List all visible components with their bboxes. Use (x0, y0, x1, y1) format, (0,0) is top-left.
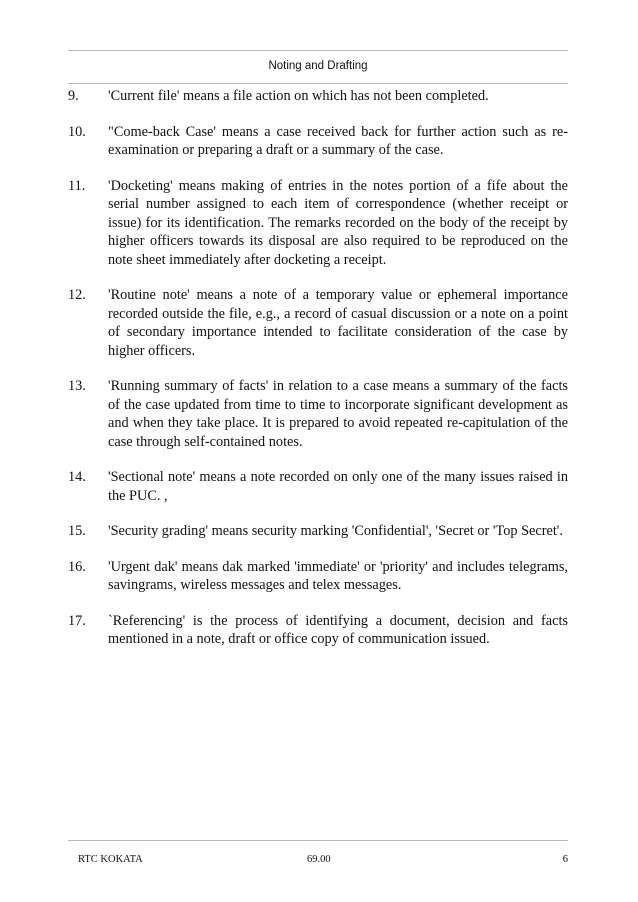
definitions-list (68, 87, 568, 666)
list-item (68, 123, 568, 160)
item-text: 'Sectional note' means a note recorded on only one of the many issues raised in the PUC. , (108, 469, 568, 504)
footer-left-text: RTC KOKATA (78, 854, 143, 865)
list-item (68, 468, 568, 505)
item-number: 15. (68, 523, 86, 539)
item-number: 9. (68, 88, 79, 104)
item-text: 'Routine note' means a note of a temporary value or ephemeral importance recorded outside the file, e.g., a record of casual discussion or a note on a point of secondary importance intended to facilitate consideration of the case by higher officers. (108, 287, 568, 359)
header-bottom-rule (68, 83, 568, 84)
item-text: 'Urgent dak' means dak marked 'immediate' or 'priority' and includes telegrams, savingrams, wireless messages and telex messages. (108, 558, 568, 593)
list-item (68, 286, 568, 360)
footer-rule (68, 840, 568, 841)
list-item (68, 612, 568, 649)
header-title: Noting and Drafting (268, 60, 368, 72)
item-text: 'Running summary of facts' in relation to a case means a summary of the facts of the case updated from time to time to incorporate significant development as and when they take place. It is prepared to avoid repeated re-capitulation of the case through self-contained notes. (108, 378, 568, 450)
item-number: 12. (68, 287, 86, 303)
item-number: 16. (68, 558, 86, 575)
item-number: 13. (68, 378, 86, 394)
list-item (68, 87, 568, 106)
item-number: 10. (68, 123, 86, 140)
header-top-rule (68, 50, 568, 51)
page-number: 6 (562, 854, 568, 865)
item-text: 'Docketing' means making of entries in the notes portion of a fife about the serial number assigned to each item of correspondence (whether receipt or issue) for its identification. The remarks recorded on the body of the receipt by higher officers towards its disposal are also required to be reproduced on the note sheet immediately after docketing a receipt. (108, 177, 568, 268)
list-item (68, 522, 568, 541)
item-text: "Come-back Case' means a case received back for further action such as re-examination or preparing a draft or a summary of the case. (108, 123, 568, 158)
item-number: 14. (68, 469, 86, 485)
footer-center-text: 69.00 (307, 854, 331, 865)
item-number: 11. (68, 177, 86, 194)
list-item (68, 377, 568, 451)
list-item (68, 558, 568, 595)
item-text: 'Security grading' means security marking 'Confidential', 'Secret or 'Top Secret'. (108, 523, 563, 539)
item-text: 'Current file' means a file action on which has not been completed. (108, 88, 489, 104)
list-item (68, 177, 568, 270)
item-text: `Referencing' is the process of identifying a document, decision and facts mentioned in a note, draft or office copy of communication issued. (108, 612, 568, 647)
item-number: 17. (68, 612, 86, 629)
